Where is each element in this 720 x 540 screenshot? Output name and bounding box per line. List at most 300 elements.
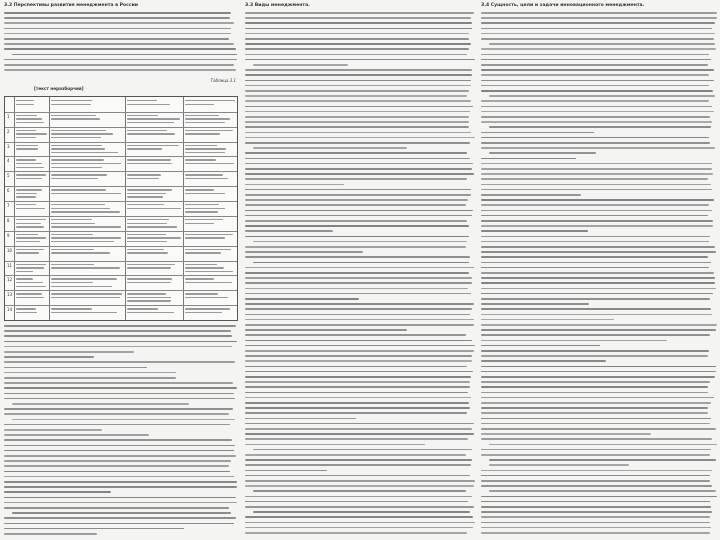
text-line xyxy=(4,28,231,30)
table-cell-text xyxy=(16,282,43,283)
text-line xyxy=(481,215,708,217)
table-cell-text xyxy=(185,115,219,116)
table-cell-text xyxy=(127,293,166,294)
table-column-divider xyxy=(125,97,126,320)
text-line xyxy=(4,12,231,14)
text-line xyxy=(4,465,229,467)
table-row-number: 9 xyxy=(7,232,10,238)
text-line xyxy=(245,272,469,274)
column-heading: 3.3 Виды менеджмента. xyxy=(245,3,310,8)
text-line xyxy=(245,298,359,300)
table-cell-text xyxy=(185,189,214,190)
text-line xyxy=(245,485,474,487)
text-line xyxy=(4,64,234,66)
text-line xyxy=(245,397,471,399)
text-line xyxy=(245,293,471,295)
table-cell-text xyxy=(51,211,120,212)
text-line xyxy=(481,340,667,342)
text-line xyxy=(245,111,470,113)
text-line xyxy=(4,424,230,426)
table-cell-text xyxy=(51,189,106,190)
table-cell-text xyxy=(16,118,42,119)
table-row xyxy=(5,156,237,157)
text-line xyxy=(481,371,716,373)
text-line xyxy=(4,523,234,525)
table-cell-text xyxy=(16,223,41,224)
text-line xyxy=(481,22,715,24)
text-line xyxy=(4,429,102,431)
table-cell-text xyxy=(51,204,105,205)
text-line xyxy=(481,147,715,149)
text-line xyxy=(481,38,714,40)
column-heading: 3.2 Перспективы развития менеджмента в России xyxy=(4,3,139,8)
table-row xyxy=(5,246,237,247)
text-line xyxy=(245,303,474,305)
table-cell-text xyxy=(185,178,228,179)
table-cell-text xyxy=(185,208,225,209)
table-cell-text xyxy=(127,193,166,194)
text-line xyxy=(481,366,716,368)
text-line xyxy=(245,38,469,40)
table-cell-text xyxy=(16,159,36,160)
table-row xyxy=(5,261,237,262)
text-line xyxy=(245,80,471,82)
text-line xyxy=(481,511,712,513)
table-row xyxy=(5,201,237,202)
table-cell-text xyxy=(185,267,224,268)
table-column-divider xyxy=(14,97,15,320)
table-cell-text xyxy=(51,226,121,227)
text-line xyxy=(245,340,472,342)
table-cell-text xyxy=(51,137,101,138)
table-cell-text xyxy=(185,211,218,212)
text-line xyxy=(481,48,716,50)
table-row-number: 3 xyxy=(7,143,10,149)
text-line xyxy=(4,22,234,24)
text-column-3 xyxy=(481,2,717,536)
column-heading: 3.4 Сущность, цели и задачи инновационного менеджмента. xyxy=(481,3,645,8)
table-cell-text xyxy=(127,133,175,134)
table-cell-text xyxy=(16,226,44,227)
text-line xyxy=(481,256,708,258)
text-line xyxy=(481,360,606,362)
text-line xyxy=(245,329,407,331)
text-line xyxy=(245,204,466,206)
text-line xyxy=(12,403,189,405)
table-cell-text xyxy=(185,223,214,224)
table-cell-text xyxy=(185,145,217,146)
text-line xyxy=(481,69,714,71)
text-line xyxy=(245,308,472,310)
text-line xyxy=(245,95,467,97)
text-line xyxy=(481,532,710,534)
text-line xyxy=(4,325,236,327)
text-line xyxy=(245,54,467,56)
text-line xyxy=(481,277,715,279)
table-row xyxy=(5,216,237,217)
text-line xyxy=(245,475,470,477)
table-cell-text xyxy=(51,133,113,134)
text-line xyxy=(4,59,237,61)
table-cell-text xyxy=(16,286,46,287)
text-line xyxy=(245,246,466,248)
table-cell-text xyxy=(51,130,106,131)
table-cell-text xyxy=(51,193,121,194)
text-line xyxy=(481,220,713,222)
text-line xyxy=(245,350,474,352)
text-line xyxy=(481,324,717,326)
table-cell-text xyxy=(16,167,44,168)
comparison-table xyxy=(4,96,238,321)
text-line xyxy=(245,220,467,222)
text-line xyxy=(245,418,356,420)
table-cell-text xyxy=(185,293,218,294)
table-cell-text xyxy=(127,267,171,268)
text-line xyxy=(245,59,475,61)
text-line xyxy=(245,319,474,321)
text-line xyxy=(245,152,467,154)
text-line xyxy=(481,168,712,170)
table-row-number: 2 xyxy=(7,128,10,134)
table-caption: [текст неразборчив] xyxy=(34,86,84,91)
text-line xyxy=(245,69,472,71)
table-cell-text xyxy=(185,122,225,123)
table-cell-text xyxy=(185,271,233,272)
text-line xyxy=(4,398,235,400)
text-line xyxy=(4,33,231,35)
text-line xyxy=(245,506,474,508)
text-line xyxy=(481,392,708,394)
text-line xyxy=(481,90,713,92)
text-line xyxy=(481,54,709,56)
text-line xyxy=(245,158,470,160)
text-line xyxy=(481,522,710,524)
table-cell-text xyxy=(51,219,92,220)
text-line xyxy=(4,517,236,519)
text-line xyxy=(245,355,472,357)
text-line xyxy=(481,158,576,160)
text-line xyxy=(245,428,472,430)
text-line xyxy=(245,407,470,409)
text-line xyxy=(481,178,708,180)
text-line xyxy=(481,397,714,399)
text-line xyxy=(12,54,237,56)
table-cell-text xyxy=(185,264,217,265)
text-line xyxy=(4,393,234,395)
text-line xyxy=(481,33,715,35)
text-line xyxy=(481,308,711,310)
table-cell-text xyxy=(185,308,230,309)
text-line xyxy=(245,43,471,45)
table-cell-text xyxy=(16,193,37,194)
text-line xyxy=(481,194,581,196)
text-line xyxy=(4,491,111,493)
text-line xyxy=(245,277,472,279)
text-line xyxy=(489,464,629,466)
table-cell-text xyxy=(16,115,37,116)
text-line xyxy=(481,423,710,425)
text-line xyxy=(481,329,716,331)
text-line xyxy=(245,210,473,212)
table-row-number: 5 xyxy=(7,173,10,179)
table-cell-text xyxy=(51,286,112,287)
text-line xyxy=(4,335,232,337)
text-line xyxy=(481,386,708,388)
table-cell-text xyxy=(127,234,166,235)
table-cell-text xyxy=(51,100,92,101)
table-cell-text xyxy=(16,104,34,105)
table-cell-text xyxy=(51,118,100,119)
table-row-number: 7 xyxy=(7,203,10,209)
table-cell-text xyxy=(16,204,36,205)
text-line xyxy=(245,454,466,456)
table-cell-text xyxy=(127,174,161,175)
text-line xyxy=(245,256,470,258)
table-cell-text xyxy=(185,252,221,253)
text-line xyxy=(4,408,233,410)
table-cell-text xyxy=(51,252,110,253)
table-cell-text xyxy=(16,163,42,164)
table-cell-text xyxy=(185,278,214,279)
text-line xyxy=(481,480,710,482)
table-cell-text xyxy=(127,145,179,146)
text-line xyxy=(253,241,467,243)
table-cell-text xyxy=(51,178,98,179)
text-line xyxy=(481,111,714,113)
text-line xyxy=(253,511,470,513)
table-cell-text xyxy=(16,178,42,179)
text-line xyxy=(481,272,714,274)
text-line xyxy=(481,241,709,243)
table-cell-text xyxy=(127,278,172,279)
text-line xyxy=(4,434,149,436)
text-line xyxy=(245,501,468,503)
text-line xyxy=(245,527,473,529)
table-cell-text xyxy=(127,219,169,220)
table-cell-text xyxy=(185,204,219,205)
table-cell-text xyxy=(51,278,117,279)
table-cell-text xyxy=(127,118,180,119)
table-row-number: 12 xyxy=(7,277,13,283)
text-line xyxy=(4,43,234,45)
text-line xyxy=(245,100,471,102)
table-cell-text xyxy=(51,174,107,175)
table-cell-text xyxy=(16,264,46,265)
table-cell-text xyxy=(127,148,162,149)
text-line xyxy=(253,490,466,492)
table-cell-text xyxy=(51,223,95,224)
text-line xyxy=(245,178,467,180)
table-cell-text xyxy=(127,104,170,105)
table-cell-text xyxy=(185,152,225,153)
text-line xyxy=(481,137,709,139)
text-line xyxy=(4,356,94,358)
table-cell-text xyxy=(127,312,174,313)
text-line xyxy=(245,90,469,92)
text-line xyxy=(481,59,711,61)
text-line xyxy=(245,184,344,186)
text-line xyxy=(245,459,472,461)
table-row-number: 10 xyxy=(7,247,13,253)
text-line xyxy=(245,142,470,144)
table-cell-text xyxy=(51,237,121,238)
text-line xyxy=(245,371,473,373)
table-cell-text xyxy=(51,264,94,265)
table-cell-text xyxy=(51,241,114,242)
table-cell-text xyxy=(127,208,181,209)
text-line xyxy=(481,74,709,76)
table-row xyxy=(5,171,237,172)
text-line xyxy=(253,64,348,66)
text-line xyxy=(481,116,710,118)
text-line xyxy=(245,444,425,446)
text-line xyxy=(245,392,468,394)
table-cell-text xyxy=(127,196,163,197)
text-line xyxy=(481,298,710,300)
text-line xyxy=(245,33,469,35)
table-cell-text xyxy=(185,174,223,175)
text-line xyxy=(4,486,237,488)
table-cell-text xyxy=(51,208,110,209)
text-line xyxy=(245,137,475,139)
text-line xyxy=(481,376,715,378)
text-line xyxy=(481,303,589,305)
text-line xyxy=(245,464,471,466)
text-line xyxy=(481,121,712,123)
table-cell-text xyxy=(51,104,91,105)
table-cell-text xyxy=(127,252,168,253)
table-cell-text xyxy=(51,234,93,235)
text-line xyxy=(245,236,469,238)
table-cell-text xyxy=(51,167,102,168)
text-line xyxy=(245,132,471,134)
table-cell-text xyxy=(127,308,158,309)
text-line xyxy=(481,204,709,206)
table-cell-text xyxy=(127,122,174,123)
text-line xyxy=(481,412,708,414)
text-line xyxy=(481,12,717,14)
text-line xyxy=(245,412,467,414)
text-line xyxy=(481,173,713,175)
text-line xyxy=(489,152,596,154)
text-line xyxy=(481,506,711,508)
text-line xyxy=(481,251,716,253)
text-line xyxy=(245,402,469,404)
table-row-number: 14 xyxy=(7,307,13,313)
text-line xyxy=(4,413,229,415)
text-line xyxy=(245,168,472,170)
text-line xyxy=(4,528,184,530)
text-line xyxy=(245,230,333,232)
text-line xyxy=(481,496,717,498)
table-cell-text xyxy=(16,267,44,268)
text-line xyxy=(12,419,235,421)
text-line xyxy=(481,334,710,336)
table-row xyxy=(5,305,237,306)
text-line xyxy=(481,438,712,440)
table-row xyxy=(5,275,237,276)
text-line xyxy=(4,387,237,389)
text-line xyxy=(4,507,229,509)
table-cell-text xyxy=(16,237,46,238)
table-cell-text xyxy=(127,223,167,224)
table-cell-text xyxy=(16,145,38,146)
text-line xyxy=(481,428,716,430)
table-row xyxy=(5,142,237,143)
table-cell-text xyxy=(16,122,44,123)
table-cell-text xyxy=(51,163,121,164)
text-line xyxy=(481,418,711,420)
table-row xyxy=(5,186,237,187)
text-line xyxy=(481,210,712,212)
table-cell-text xyxy=(185,193,225,194)
text-line xyxy=(245,480,475,482)
text-line xyxy=(4,341,237,343)
text-line xyxy=(481,350,709,352)
text-line xyxy=(481,282,715,284)
text-line xyxy=(481,516,710,518)
text-line xyxy=(245,189,471,191)
text-line xyxy=(245,28,472,30)
text-line xyxy=(481,345,600,347)
text-line xyxy=(481,355,708,357)
table-cell-text xyxy=(16,219,46,220)
text-line xyxy=(245,17,471,19)
text-column-1 xyxy=(4,2,238,536)
text-line xyxy=(4,460,231,462)
table-cell-text xyxy=(127,300,171,301)
text-line xyxy=(4,497,236,499)
text-line xyxy=(4,351,134,353)
table-cell-text xyxy=(185,130,233,131)
text-line xyxy=(4,382,233,384)
text-line xyxy=(245,516,473,518)
text-line xyxy=(489,459,716,461)
text-line xyxy=(245,433,474,435)
table-cell-text xyxy=(16,293,42,294)
text-line xyxy=(253,147,407,149)
text-line xyxy=(481,64,708,66)
text-line xyxy=(245,314,470,316)
table-row-number: 4 xyxy=(7,158,10,164)
text-line xyxy=(4,481,237,483)
table-cell-text xyxy=(16,278,33,279)
text-line xyxy=(481,288,716,290)
text-line xyxy=(4,372,176,374)
table-cell-text xyxy=(16,189,42,190)
text-line xyxy=(245,74,472,76)
text-line xyxy=(245,225,469,227)
text-line xyxy=(481,230,588,232)
table-cell-text xyxy=(16,137,36,138)
text-line xyxy=(4,330,231,332)
text-line xyxy=(481,449,711,451)
table-cell-text xyxy=(16,130,36,131)
text-line xyxy=(481,184,711,186)
text-line xyxy=(481,433,651,435)
text-line xyxy=(253,262,469,264)
table-cell-text xyxy=(51,148,105,149)
table-column-divider xyxy=(49,97,50,320)
table-row xyxy=(5,127,237,128)
table-cell-text xyxy=(127,115,158,116)
text-line xyxy=(245,106,473,108)
text-line xyxy=(245,85,471,87)
text-line xyxy=(245,324,474,326)
table-cell-text xyxy=(51,152,118,153)
table-cell-text xyxy=(16,148,38,149)
text-line xyxy=(481,28,712,30)
